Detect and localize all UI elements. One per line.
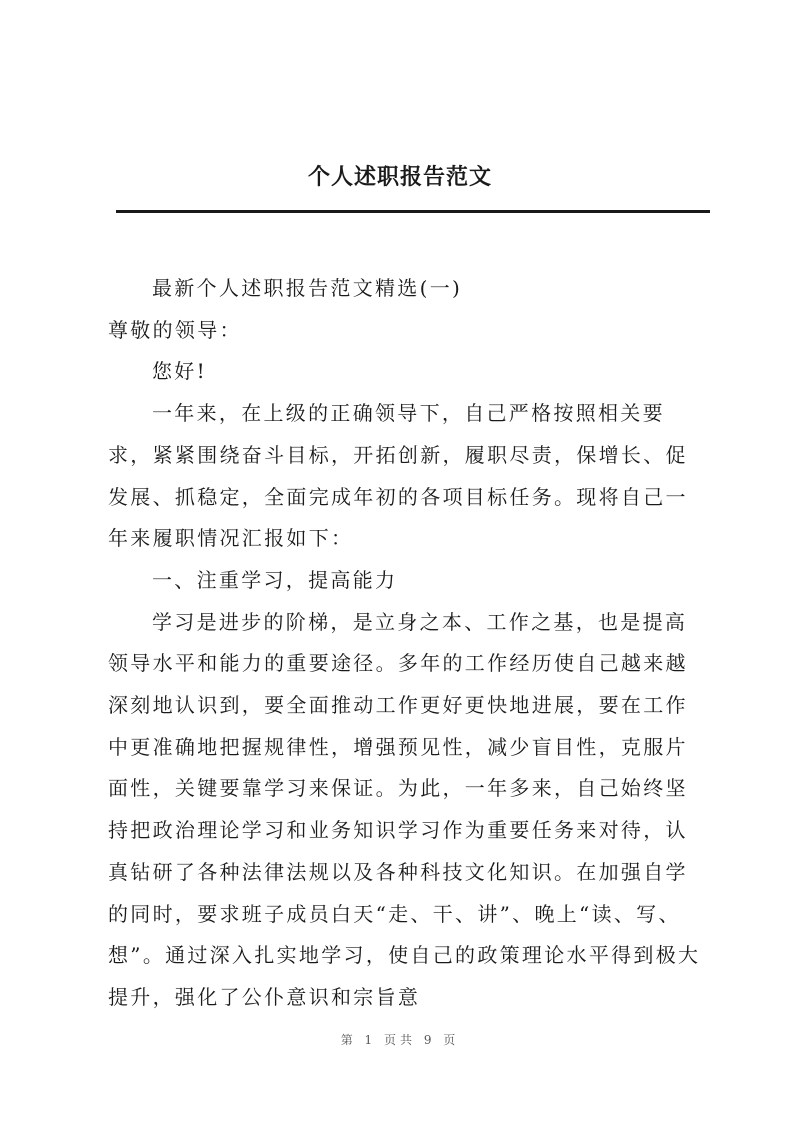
page-title: 个人述职报告范文 xyxy=(307,164,492,190)
document-body xyxy=(108,268,708,1019)
salutation: 尊敬的领导： xyxy=(108,317,242,342)
title-divider xyxy=(116,210,710,213)
paragraph-intro: 一年来，在上级的正确领导下，自己严格按照相关要求，紧紧围绕奋斗目标，开拓创新，履职尽责，保增长、促发展、抓稳定，全面完成年初的各项目标任务。现将自己一年来履职情况汇报如下： xyxy=(108,401,688,551)
section-heading: 一、注重学习，提高能力 xyxy=(152,567,398,592)
page-footer: 第 1 页共 9 页 xyxy=(340,1033,460,1047)
greeting: 您好! xyxy=(152,359,207,384)
document-subtitle: 最新个人述职报告范文精选(一) xyxy=(152,276,463,300)
paragraph-study: 学习是进步的阶梯，是立身之本、工作之基，也是提高领导水平和能力的重要途径。多年的工作经历使自己越来越深刻地认识到，要全面推动工作更好更快地进展，要在工作中更准确地把握规律性，增强预见性，减少盲目性，克服片面性，关键要靠学习来保证。为此，一年多来，自己始终坚持把政治理论学习和业务知识学习作为重要任务来对待，认真钻研了各种法律法规以及各种科技文化知识。在加强自学的同时，要求班子成员白天“走、干、讲”、晚上“读、写、想”。通过深入扎实地学习，使自己的政策理论水平得到极大提升，强化了公仆意识和宗旨意 xyxy=(108,609,701,1009)
